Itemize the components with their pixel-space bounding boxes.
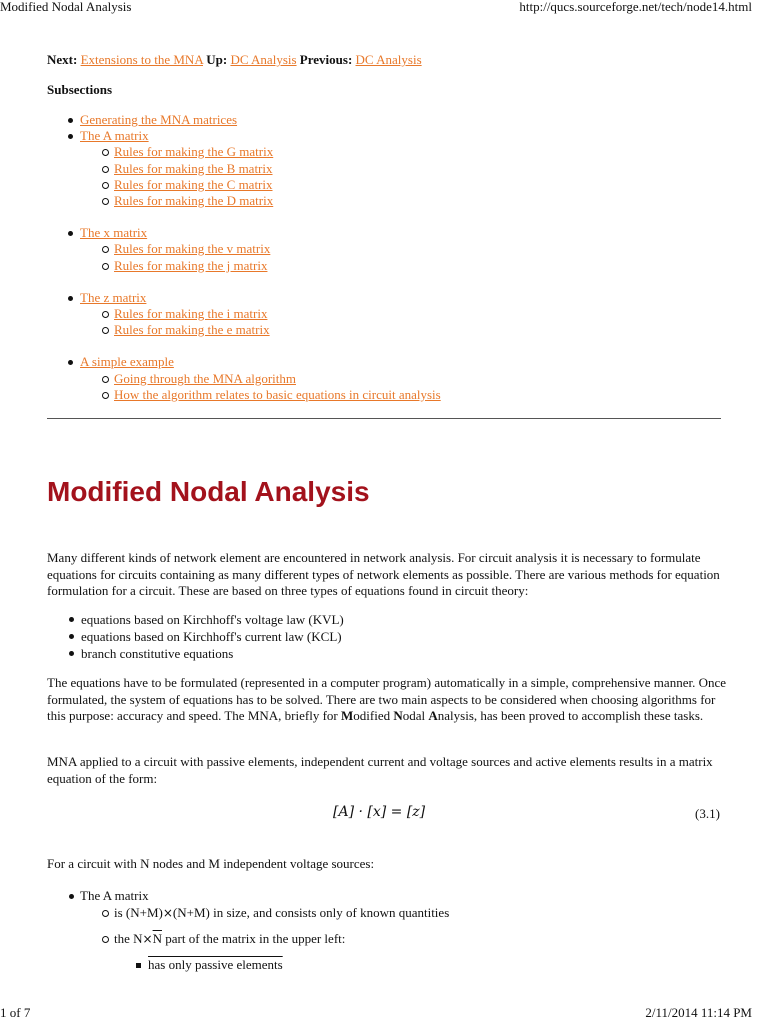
toc-link-basic-equations[interactable]: How the algorithm relates to basic equations in circuit analysis bbox=[114, 386, 441, 402]
footer-page-number: 1 of 7 bbox=[0, 1005, 31, 1020]
header-title: Modified Nodal Analysis bbox=[0, 0, 132, 14]
toc-link-j-matrix[interactable]: Rules for making the j matrix bbox=[114, 257, 268, 273]
intro-paragraph: Many different kinds of network element are encountered in network analysis. For circuit analysis it is necessary to formulate equations for circuits containing as many different types of network elements as possible. There are various methods for equation formulation for a circuit. These are based on three types of equations found in circuit theory: bbox=[47, 550, 720, 598]
toc-link-i-matrix[interactable]: Rules for making the i matrix bbox=[114, 306, 268, 322]
a-matrix-item: The A matrix bbox=[80, 888, 149, 903]
subsections-list bbox=[0, 112, 441, 403]
page-heading: Modified Nodal Analysis bbox=[47, 476, 370, 507]
up-label: Up: bbox=[206, 52, 228, 67]
equation-number: (3.1) bbox=[695, 806, 720, 821]
list-item: equations based on Kirchhoff's current law (KCL) bbox=[0, 628, 344, 645]
next-label: Next: bbox=[47, 52, 78, 67]
equation: [A] · [x] = [z] bbox=[333, 804, 426, 820]
previous-link[interactable]: DC Analysis bbox=[355, 52, 422, 67]
subsections-title: Subsections bbox=[47, 82, 113, 97]
toc-link-simple-example[interactable]: A simple example bbox=[80, 354, 174, 370]
matrix-form-paragraph: MNA applied to a circuit with passive elements, independent current and voltage sources and active elements results in a matrix equation of the form: bbox=[47, 754, 713, 786]
toc-link-b-matrix[interactable]: Rules for making the B matrix bbox=[114, 160, 273, 176]
toc-link-generating[interactable]: Generating the MNA matrices bbox=[80, 112, 238, 127]
toc-link-a-matrix[interactable]: The A matrix bbox=[80, 128, 149, 144]
list-item: equations based on Kirchhoff's voltage law (KVL) bbox=[0, 611, 344, 628]
toc-link-d-matrix[interactable]: Rules for making the D matrix bbox=[114, 193, 274, 209]
toc-link-z-matrix[interactable]: The z matrix bbox=[80, 289, 147, 305]
toc-link-mna-algorithm[interactable]: Going through the MNA algorithm bbox=[114, 370, 296, 386]
next-link[interactable]: Extensions to the MNA bbox=[80, 52, 203, 67]
toc-link-e-matrix[interactable]: Rules for making the e matrix bbox=[114, 322, 270, 338]
toc-link-x-matrix[interactable]: The x matrix bbox=[80, 225, 148, 241]
navigation-bar bbox=[47, 52, 422, 68]
equation-types-list bbox=[0, 611, 344, 662]
up-link[interactable]: DC Analysis bbox=[230, 52, 297, 67]
toc-link-v-matrix[interactable]: Rules for making the v matrix bbox=[114, 241, 271, 257]
size-item: is (N+M)×(N+M) in size, and consists only of known quantities bbox=[114, 905, 450, 920]
upper-left-item: the $N\times\overline{N}$ part of the matrix in the upper left: bbox=[114, 931, 346, 946]
toc-link-c-matrix[interactable]: Rules for making the C matrix bbox=[114, 176, 273, 192]
header-url: http://qucs.sourceforge.net/tech/node14.html bbox=[519, 0, 752, 14]
footer-datetime: 2/11/2014 11:14 PM bbox=[645, 1005, 752, 1020]
toc-link-g-matrix[interactable]: Rules for making the G matrix bbox=[114, 144, 274, 160]
passive-item: has only passive elements bbox=[148, 957, 283, 972]
list-item: branch constitutive equations bbox=[0, 645, 344, 662]
horizontal-rule bbox=[47, 418, 721, 419]
previous-label: Previous: bbox=[299, 52, 353, 67]
circuit-paragraph: For a circuit with N nodes and M independent voltage sources: bbox=[47, 856, 375, 871]
mna-paragraph: The equations have to be formulated (represented in a computer program) automatically in a simple, comprehensive manner. Once formulated, the system of equations has to be solved. There are two main aspects to be considered when choosing algorithms for this purpose: accuracy and speed. The MNA, briefly for Modified Nodal Analysis, has been proved to accomplish these tasks. bbox=[47, 675, 727, 723]
